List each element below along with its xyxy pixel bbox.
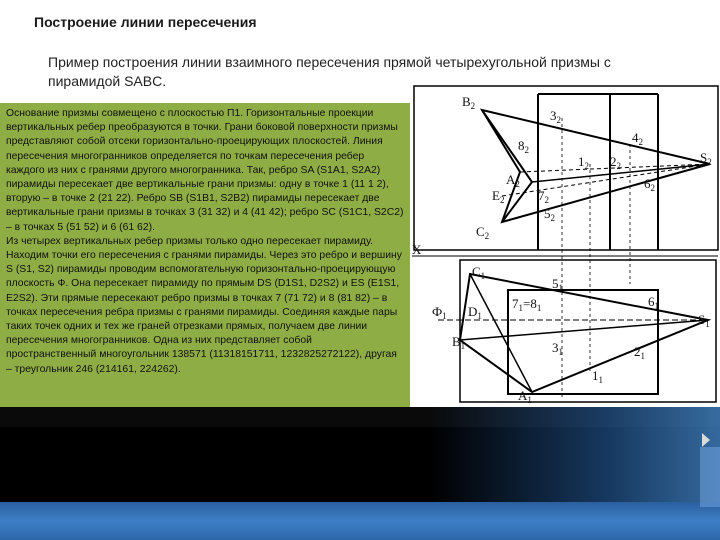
- pyramid-face: [482, 110, 710, 222]
- label-42: $4_2$: [632, 130, 643, 147]
- label-e2: $E_2$: [492, 188, 505, 205]
- pyramid-edge: [532, 164, 710, 182]
- pyramid-edge: [470, 274, 532, 392]
- label-51: $5_1$: [552, 276, 563, 293]
- label-22: $2_2$: [610, 154, 621, 171]
- label-32: $3_2$: [550, 108, 561, 125]
- label-b1: $B_1$: [452, 334, 466, 351]
- label-31: $3_1$: [552, 340, 563, 357]
- label-phi1: $Ф_1$: [432, 304, 447, 321]
- label-71: $7_1=8_1$: [512, 296, 542, 313]
- label-72: $7_2$: [538, 188, 549, 205]
- paragraph-1: Основание призмы совмещено с плоскостью П1. Горизонтальные проекции вертикальных ребер преобразуются в точки. Грани боковой поверхности призмы представляют собой отсеки горизонтально-проецирующих плоскостей. Линия пересечения многогранников определяется по точкам пересечения ребер каждого из них с гранями другого многогранника. Так, ребро SA (S1A1, S2A2) пирамиды пересекает две вертикальные грани призмы: одну в точке 1 (11 1 2), вторую – в точке 2 (21 22). Ребро SB (S1B1, S2B2) пирамиды пересекает две вертикальные грани призмы в точках 3 (31 32) и 4 (41 42); ребро SC (S1C1, S2C2) – в точках 5 (51 52) и 6 (61 62).: [6, 108, 404, 233]
- label-a2: $A_2$: [506, 172, 520, 189]
- label-c2: $C_2$: [476, 224, 490, 241]
- pyramid-base: [460, 274, 708, 392]
- paragraph-2: Из четырех вертикальных ребер призмы только одно пересекает пирамиду. Находим точки его пересечения с гранями пирамиды. Через это ребро и вершину S (S1, S2) пирамиды проводим вспомогательную горизонтально-проецирующую плоскость Ф. Она пересекает пирамиду по прямым DS (D1S1, D2S2) и ES (E1S1, E2S2). Эти прямые пересекают ребро призмы в точках 7 (71 72) и 8 (81 82) – в точках пересечения ребра призмы с гранями пирамиды. Соединяя каждые пары таких точек одних и тех же граней отрезками прямых, получаем две линии пересечения многогранников. Одна из них представляет собой пространственный многоугольник 138571 (11318151711, 1232825272122), другая – треугольник 246 (214161, 224262).: [6, 235, 402, 375]
- label-61: $6_1$: [648, 294, 659, 311]
- slide-title: Построение линии пересечения: [34, 14, 257, 30]
- label-s2: $S_2$: [700, 150, 712, 167]
- label-x: X: [412, 242, 422, 257]
- slide-subtitle: Пример построения линии взаимного пересечения прямой четырехугольной призмы с пирамидой SABC.: [48, 54, 611, 89]
- next-arrow-icon[interactable]: [702, 433, 710, 447]
- label-21: $2_1$: [634, 344, 645, 361]
- label-b2: $B_2$: [462, 94, 476, 111]
- intersection-drawing: [412, 84, 720, 406]
- horizontal-frame: [460, 260, 716, 402]
- label-c1: $C_1$: [472, 264, 486, 281]
- label-12: $1_2$: [578, 154, 589, 171]
- footer-blue-band: [0, 502, 720, 540]
- footer-shine: [700, 447, 720, 507]
- label-62: $6_2$: [644, 176, 655, 193]
- label-11: $1_1$: [592, 368, 603, 385]
- label-a1: $A_1$: [518, 388, 532, 405]
- label-s1: $S_1$: [698, 312, 710, 329]
- label-82: $8_2$: [518, 138, 529, 155]
- label-d1: $D_1$: [468, 304, 482, 321]
- label-52: $5_2$: [544, 206, 555, 223]
- slide-footer: [0, 407, 720, 540]
- pyramid-edge: [460, 320, 708, 340]
